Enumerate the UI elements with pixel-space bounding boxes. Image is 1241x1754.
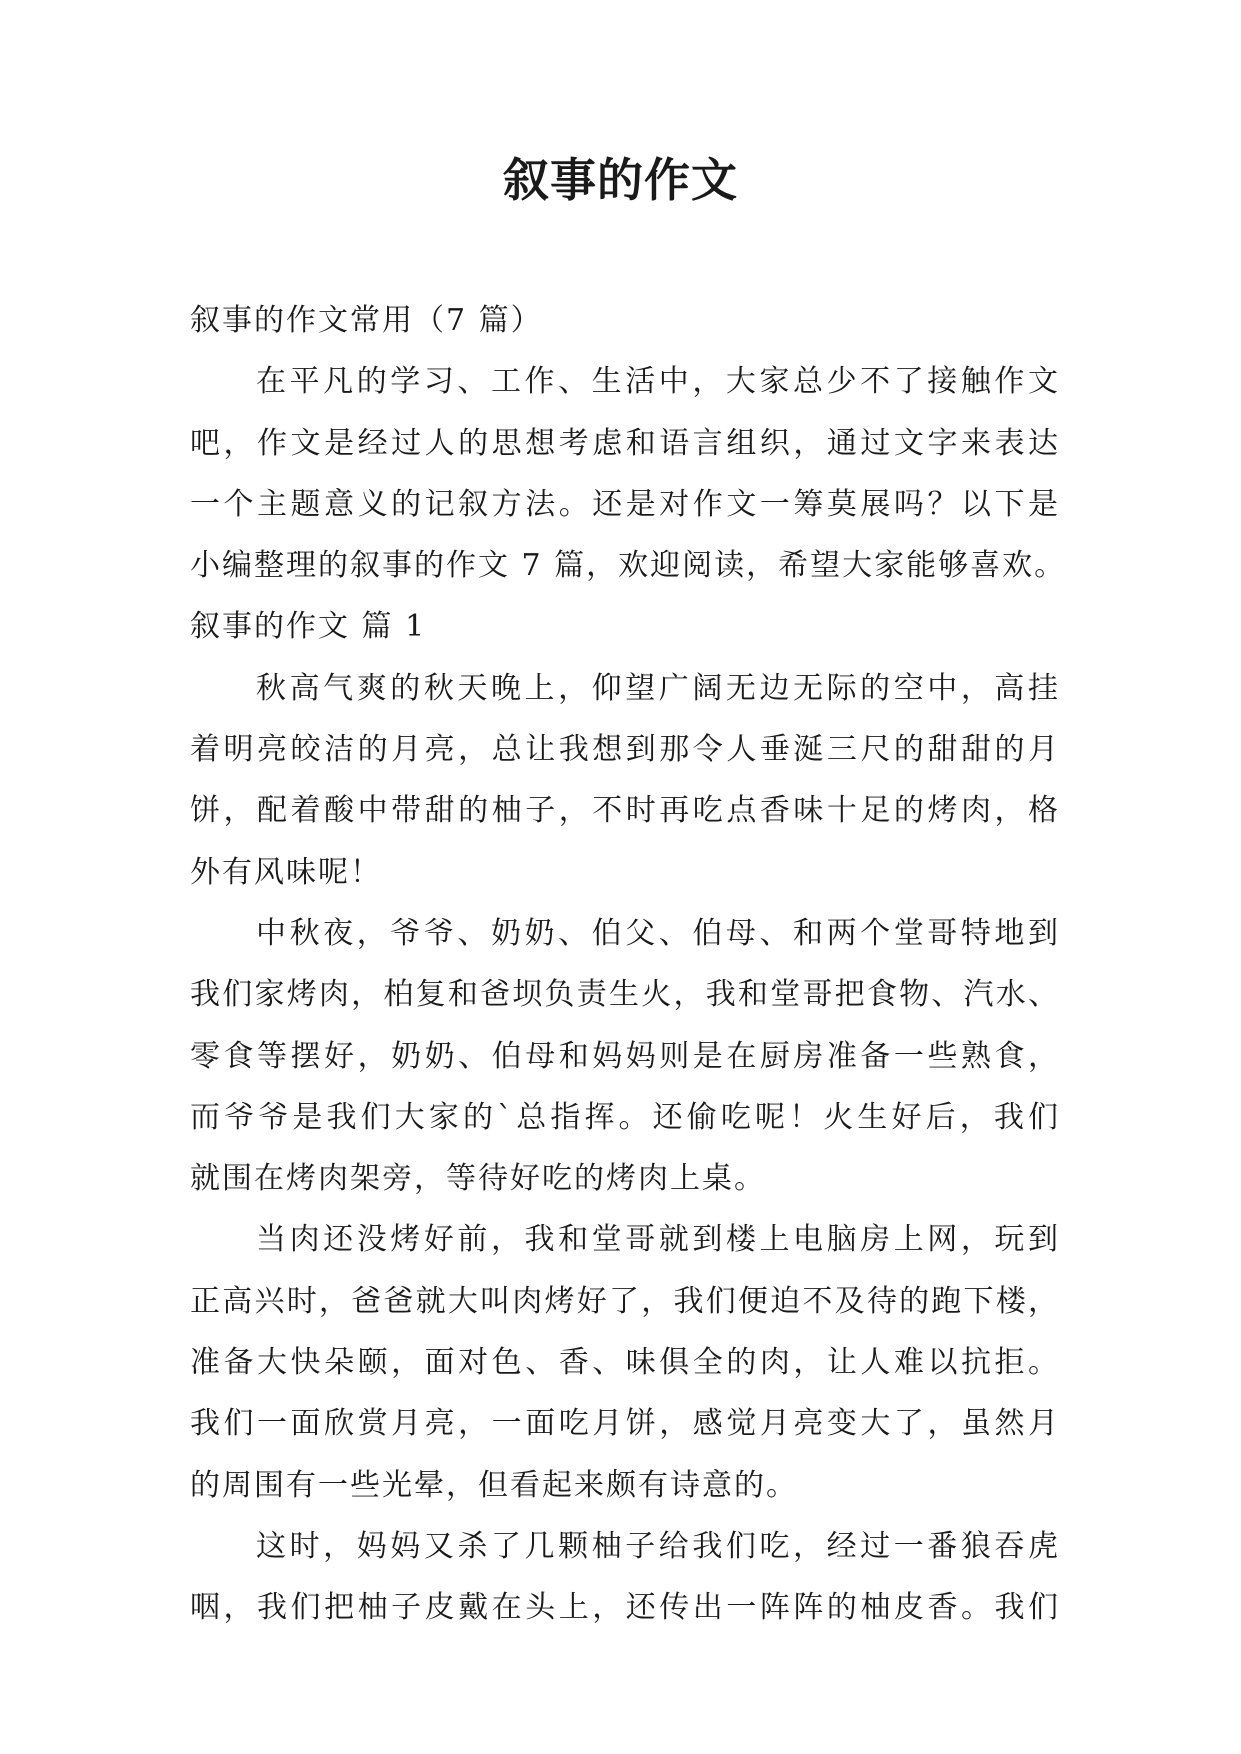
text-line: 正高兴时，爸爸就大叫肉烤好了，我们便迫不及待的跑下楼，	[190, 1283, 1060, 1319]
document-title: 叙事的作文	[503, 153, 738, 207]
text-line: 中秋夜，爷爷、奶奶、伯父、伯母、和两个堂哥特地到	[256, 915, 1060, 951]
text-line: 咽，我们把柚子皮戴在头上，还传出一阵阵的柚皮香。我们	[190, 1590, 1060, 1626]
text-line: 零食等摆好，奶奶、伯母和妈妈则是在厨房准备一些熟食，	[190, 1038, 1060, 1074]
text-line: 当肉还没烤好前，我和堂哥就到楼上电脑房上网，玩到	[256, 1222, 1060, 1258]
text-line: 在平凡的学习、工作、生活中，大家总少不了接触作文	[256, 364, 1060, 400]
text-line: 小编整理的叙事的作文 7 篇，欢迎阅读，希望大家能够喜欢。	[190, 548, 1067, 584]
text-line: 外有风味呢！	[190, 854, 382, 890]
text-line: 着明亮皎洁的月亮，总让我想到那令人垂涎三尺的甜甜的月	[190, 732, 1060, 768]
document-body	[190, 290, 1067, 1639]
text-line: 而爷爷是我们大家的`总指挥。还偷吃呢！火生好后，我们	[190, 1099, 1060, 1135]
text-line: 秋高气爽的秋天晚上，仰望广阔无边无际的空中，高挂	[256, 670, 1060, 706]
text-line: 我们家烤肉，柏复和爸坝负责生火，我和堂哥把食物、汽水、	[190, 977, 1060, 1013]
text-line: 饼，配着酸中带甜的柚子，不时再吃点香味十足的烤肉，格	[190, 793, 1060, 829]
text-line: 就围在烤肉架旁，等待好吃的烤肉上桌。	[190, 1161, 766, 1197]
text-line: 我们一面欣赏月亮，一面吃月饼，感觉月亮变大了，虽然月	[190, 1406, 1060, 1442]
text-line: 吧，作文是经过人的思想考虑和语言组织，通过文字来表达	[190, 425, 1060, 461]
text-line: 准备大快朵颐，面对色、香、味俱全的肉，让人难以抗拒。	[190, 1345, 1060, 1381]
text-line: 的周围有一些光晕，但看起来颇有诗意的。	[190, 1467, 798, 1503]
text-line: 叙事的作文常用（7 篇）	[190, 303, 543, 338]
text-line: 一个主题意义的记叙方法。还是对作文一筹莫展吗？以下是	[190, 486, 1060, 522]
text-line: 叙事的作文 篇 1	[190, 609, 427, 645]
text-line: 这时，妈妈又杀了几颗柚子给我们吃，经过一番狼吞虎	[256, 1528, 1060, 1564]
